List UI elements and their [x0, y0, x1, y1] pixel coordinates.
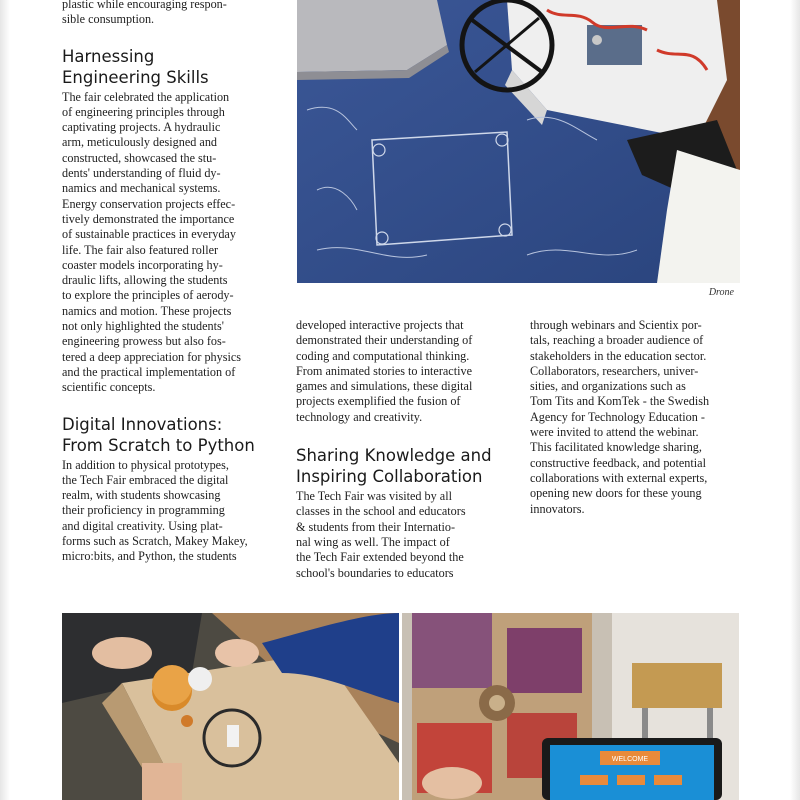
heading-engineering: Harnessing Engineering Skills [62, 46, 209, 87]
hydraulic-illustration [62, 613, 399, 800]
heading-sharing: Sharing Knowledge and Inspiring Collaboration [296, 446, 492, 487]
intro-text: plastic while encouraging respon- sible consumption. [62, 0, 227, 27]
digital-project-photo [402, 613, 739, 800]
paragraph-sharing-cont: through webinars and Scientix por- tals, reaching a broader audience of stakeholders in the education sector. Collaborators, researchers, univer- sities, and organizations such as Tom Tits and KomTek - the Swedish Agency for Technology Education - were invited to attend the webinar. This facilitated knowledge sharing, constructive feedback, and potential collaborations with external experts, opening new doors for these young innovators. [530, 318, 710, 516]
photo-caption: Drone [708, 287, 734, 298]
hydraulic-project-photo [62, 613, 399, 800]
paragraph-engineering: The fair celebrated the application of engineering principles through captivating projects. A hydraulic arm, meticulously designed and constructed, showcased the stu- dents' understanding of fluid dy- namics and mechanical systems. Energy conservation projects effec- tively demonstrated the importance of sustainable practices in everyday life. The fair also featured roller coaster models incorporating hy- draulic lifts, allowing the students to explore the principles of aerody- namics and motion. These projects not only highlighted the students' engineering prowess but also fos- tered a deep appreciation for physics and the practical implementation of scientific concepts. [62, 89, 242, 395]
paragraph-digital-cont: developed interactive projects that demonstrated their understanding of coding and computational thinking. From animated stories to interactive games and simulations, these digital projects exemplified the fusion of technology and creativity. [296, 318, 473, 424]
paragraph-digital: In addition to physical prototypes, the Tech Fair embraced the digital realm, with students showcasing their proficiency in programming and digital creativity. Using plat- forms such as Scratch, Makey Makey, micro:bits, and Python, the students [62, 457, 248, 564]
column-2 [296, 318, 506, 581]
column-3 [530, 318, 740, 517]
heading-digital: Digital Innovations: From Scratch to Python [62, 414, 255, 455]
drone-photo [297, 0, 740, 283]
digital-illustration [402, 613, 739, 800]
drone-illustration [297, 0, 740, 283]
tablet-banner-text: WELCOME [611, 756, 649, 763]
paragraph-sharing: The Tech Fair was visited by all classes in the school and educators & students from their Internatio- nal wing as well. The impact of the Tech Fair extended beyond the school's boundaries to educators [296, 489, 466, 580]
column-1 [62, 0, 272, 565]
